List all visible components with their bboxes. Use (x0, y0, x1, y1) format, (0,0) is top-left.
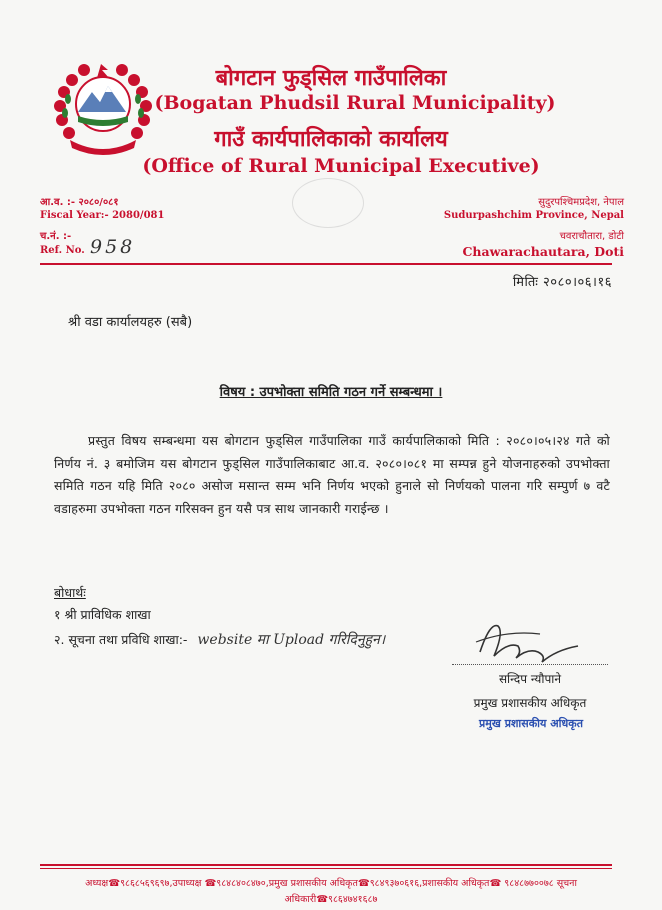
office-name-np: गाउँ कार्यपालिकाको कार्यालय (214, 127, 448, 152)
ref-label-en: Ref. No. (40, 245, 85, 256)
subject-line: विषय : उपभोक्ता समिति गठन गर्ने सम्बन्धमा । (219, 385, 443, 400)
signature-line (452, 664, 608, 665)
fiscal-year-np: आ.व. :- २०८०/०८१ (40, 197, 119, 208)
header-rule (40, 263, 612, 265)
place-en: Chawarachautara, Doti (462, 244, 624, 259)
fiscal-year-en: Fiscal Year:- 2080/081 (40, 210, 165, 221)
cc-item-2-prefix: २. सूचना तथा प्रविधि शाखा:- (54, 632, 188, 647)
cc-title: बोधार्थः (54, 585, 86, 600)
signatory-stamp: प्रमुख प्रशासकीय अधिकृत (479, 717, 583, 730)
ref-label-np: च.नं. :- (40, 231, 72, 242)
office-name-en: (Office of Rural Municipal Executive) (142, 155, 540, 177)
municipality-name-np: बोगटान फुड्सिल गाउँपालिका (215, 66, 447, 91)
footer-rule-top (40, 864, 612, 866)
footer-rule-bottom (40, 868, 612, 869)
ref-number: 958 (90, 236, 136, 258)
recipient: श्री वडा कार्यालयहरु (सबै) (68, 315, 193, 330)
cc-item-2 (54, 630, 385, 649)
signatory-title: प्रमुख प्रशासकीय अधिकृत (473, 696, 587, 710)
province-en: Sudurpashchim Province, Nepal (443, 210, 624, 221)
cc-item-1: १ श्री प्राविधिक शाखा (54, 607, 151, 622)
municipality-name-en: (Bogatan Phudsil Rural Municipality) (154, 92, 556, 114)
footer-contacts-line2: अधिकारी☎९८६४७४१६८७ (284, 894, 378, 905)
cc-item-2-handwritten: website मा Upload गरिदिनुहुन। (197, 632, 386, 648)
place-np: चवराचौतारा, डोटी (559, 231, 624, 242)
body-paragraph: प्रस्तुत विषय सम्बन्धमा यस बोगटान फुड्सिल गाउँपालिका गाउँ कार्यपालिकाको मिति : २०८०।०५।२४ गते को निर्णय नं. ३ बमोजिम यस बोगटान फुड्सिल गाउँपालिकाबाट आ.व. २०८०।०८१ मा सम्पन्न हुने योजनाहरुको उपभोक्ता समिति गठन यहि मिति २०८० असोज मसान्त सम्म भनि निर्णय भएको हुनाले सो निर्णयको पालना गरि सम्पुर्ण ७ वटै वडाहरुमा उपभोक्ता गठन गरिसक्न हुन यसै पत्र साथ जानकारी गराईन्छ । (54, 433, 610, 516)
signatory-name: सन्दिप न्यौपाने (498, 672, 562, 686)
letter-date: मितिः २०८०।०६।१६ (512, 275, 612, 290)
signature-icon (468, 612, 588, 668)
province-np: सुदुरपश्चिमप्रदेश, नेपाल (538, 197, 624, 208)
office-seal (292, 178, 364, 228)
footer-contacts: अध्यक्ष☎९८६८५६९६९७,उपाध्यक्ष ☎९८४८४०८४७०,प्रमुख प्रशासकीय अधिकृत☎९८४९३७०६१६,प्रशासकीय अधिकृत☎ ९८४८७७००७८ सूचना (85, 878, 577, 889)
